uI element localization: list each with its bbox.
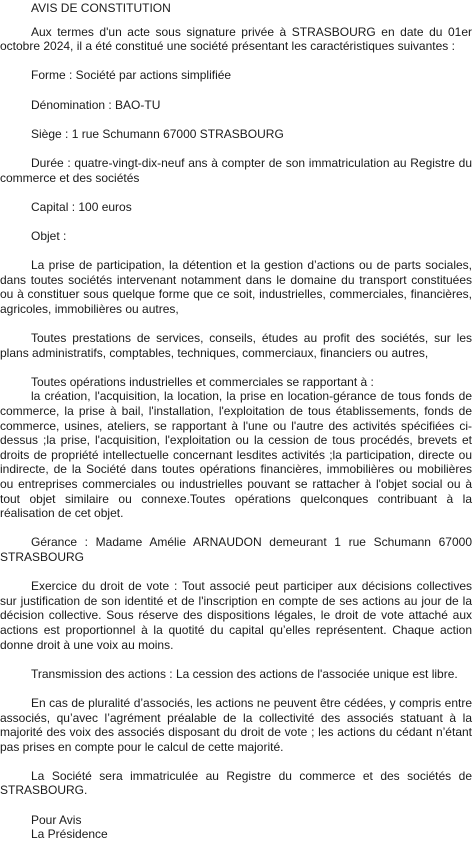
siege-line: Siège : 1 rue Schumann 67000 STRASBOURG	[31, 126, 284, 141]
immatriculation-paragraph: La Société sera immatriculée au Registre du commerce et des sociétés de STRASBOURG.	[0, 768, 472, 798]
denomination-line: Dénomination : BAO-TU	[31, 97, 161, 112]
vote-paragraph: Exercice du droit de vote : Tout associé peut participer aux décisions collectives sur justification de son identité et de l'inscription en compte de ses actions au jour de la décision collective. Sous réserve des dispositions légales, le droit de vote attaché aux actions est proportionnel à la quotité du capital qu’elles représentent. Chaque action donne droit à une voix au moins.	[0, 579, 472, 652]
objet-paragraph-2: Toutes prestations de services, conseils, études au profit des sociétés, sur les plans administratifs, comptables, techniques, commerciaux, financiers ou autres,	[0, 331, 472, 360]
objet-paragraph-1: La prise de participation, la détention et la gestion d’actions ou de parts sociales, dans toutes sociétés intervenant notamment dans le domaine du transport constituées ou à constituer sous quelque forme que ce soit, industrielles, commerciales, financières, agricoles, immobilières ou autres,	[0, 258, 472, 316]
transmission-paragraph: Transmission des actions : La cession des actions de l'associée unique est libre.	[31, 666, 458, 681]
objet-paragraph-3-intro: Toutes opérations industrielles et commerciales se rapportant à :	[31, 374, 374, 389]
signature-line-1: Pour Avis	[31, 812, 82, 827]
duree-paragraph: Durée : quatre-vingt-dix-neuf ans à compter de son immatriculation au Registre du commerce et des sociétés	[0, 155, 472, 185]
pluralite-paragraph: En cas de pluralité d’associés, les actions ne peuvent être cédées, y compris entre associés, qu’avec l’agrément préalable de la collectivité des associés statuant à la majorité des voix des associés disposant du droit de vote ; les actions du cédant n’étant pas prises en compte pour le calcul de cette majorité.	[0, 695, 472, 754]
objet-label: Objet :	[31, 228, 67, 243]
objet-paragraph-3-body: la création, l'acquisition, la location, la prise en location-gérance de tous fonds de commerce, la prise à bail, l'installation, l'exploitation de tous établissements, fonds de commerce, usines, ateliers, se rapportant à l'une ou l'autre des activités spécifiées ci-dessus ;la prise, l'acquisition, l'exploitation ou la cession de tous procédés, brevets et droits de propriété intellectuelle concernant lesdites activités ;la participation, directe ou indirecte, de la Société dans toutes opérations financières, immobilières ou mobilières ou entreprises commerciales ou industrielles pouvant se rattacher à l'objet social ou à tout objet similaire ou connexe.Toutes opérations quelconques contribuant à la réalisation de cet objet.	[0, 389, 472, 521]
capital-line: Capital : 100 euros	[31, 199, 132, 214]
intro-paragraph: Aux termes d'un acte sous signature privée à STRASBOURG en date du 01er octobre 2024, il a été constitué une société présentant les caractéristiques suivantes :	[0, 24, 472, 54]
notice-title: AVIS DE CONSTITUTION	[31, 1, 171, 15]
signature-line-2: La Présidence	[31, 827, 108, 842]
gerance-paragraph: Gérance : Madame Amélie ARNAUDON demeurant 1 rue Schumann 67000 STRASBOURG	[0, 535, 472, 564]
forme-line: Forme : Société par actions simplifiée	[31, 68, 232, 83]
